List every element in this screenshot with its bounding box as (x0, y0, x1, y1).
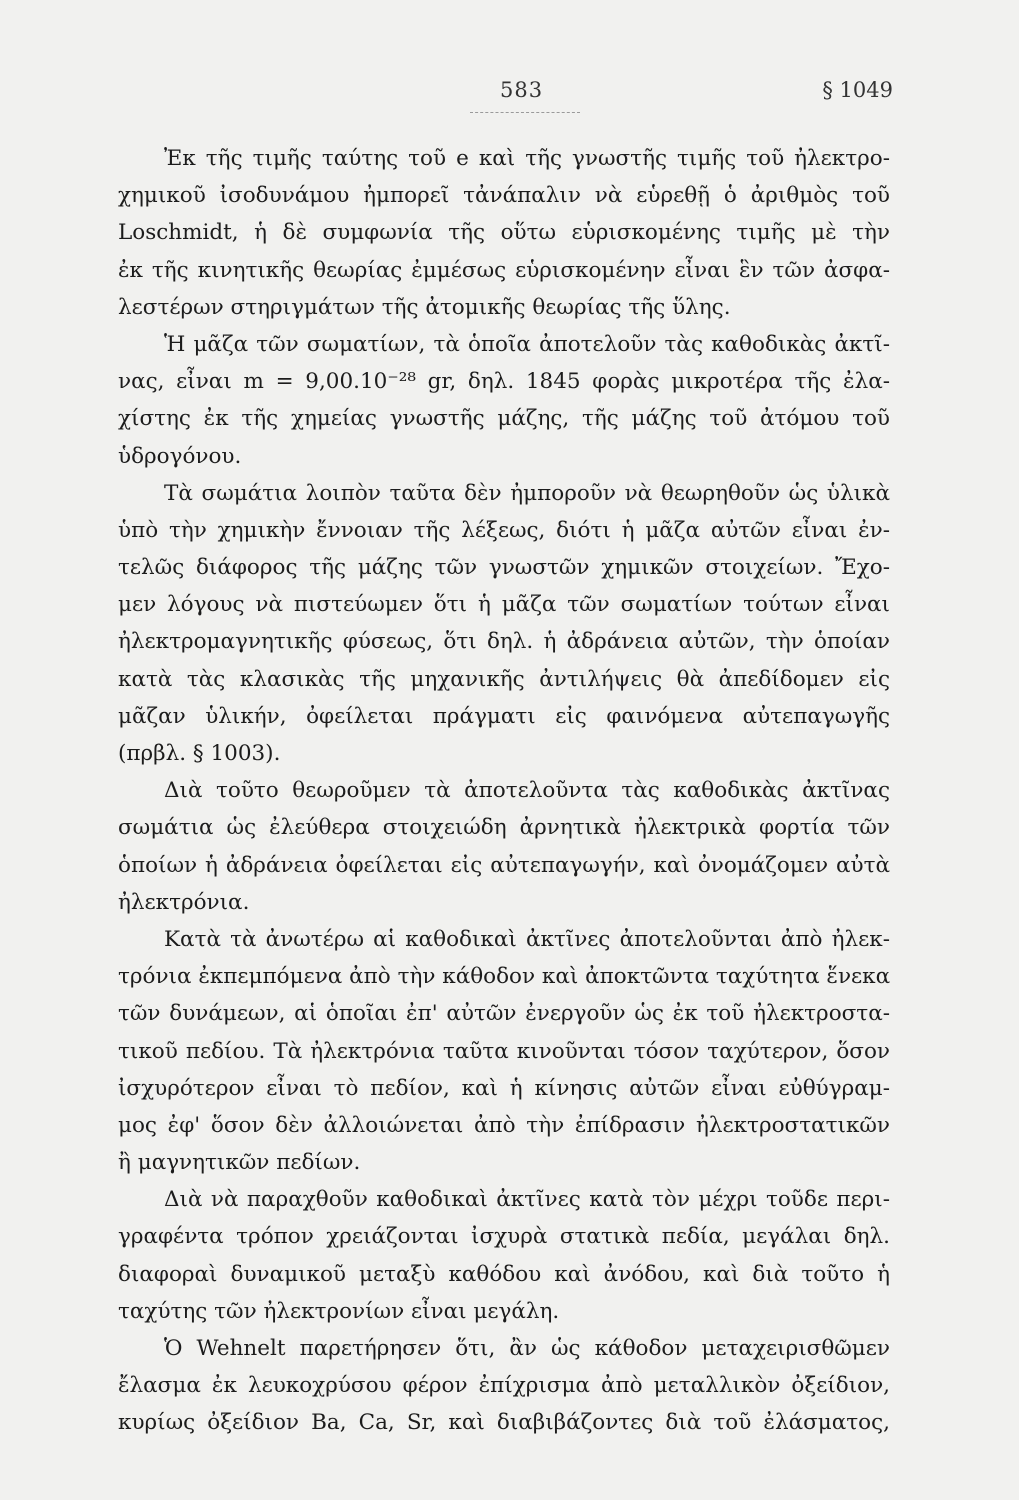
page-header (0, 78, 1019, 118)
text-line: ἠλεκτρομαγνητικῆς φύσεως, ὅτι δηλ. ἡ ἀδράνεια αὐτῶν, τὴν ὁποίαν (118, 629, 890, 655)
text-line: κυρίως ὀξείδιον Ba, Ca, Sr, καὶ διαβιβάζοντες διὰ τοῦ ἐλάσματος, (118, 1410, 890, 1436)
text-line: Διὰ τοῦτο θεωροῦμεν τὰ ἀποτελοῦντα τὰς καθοδικὰς ἀκτῖνας (164, 778, 890, 804)
text-line: διαφοραὶ δυναμικοῦ μεταξὺ καθόδου καὶ ἀνόδου, καὶ διὰ τοῦτο ἡ (118, 1261, 890, 1287)
text-line: μος ἐφ' ὅσον δὲν ἀλλοιώνεται ἀπὸ τὴν ἐπίδρασιν ἠλεκτροστατικῶν (118, 1112, 890, 1138)
text-line: ἔλασμα ἐκ λευκοχρύσου φέρον ἐπίχρισμα ἀπὸ μεταλλικὸν ὀξείδιον, (118, 1373, 890, 1399)
text-line: κατὰ τὰς κλασικὰς τῆς μηχανικῆς ἀντιλήψεις θὰ ἀπεδίδομεν εἰς (118, 666, 890, 692)
text-line: ἠλεκτρόνια. (118, 889, 250, 915)
text-line: χίστης ἐκ τῆς χημείας γνωστῆς μάζης, τῆς μάζης τοῦ ἀτόμου τοῦ (118, 406, 890, 432)
body-text (118, 140, 890, 1442)
page-number: 583 (500, 78, 544, 102)
section-number: § 1049 (822, 78, 893, 102)
text-line: Διὰ νὰ παραχθοῦν καθοδικαὶ ἀκτῖνες κατὰ τὸν μέχρι τοῦδε περι- (164, 1187, 890, 1213)
text-line: σωμάτια ὡς ἐλεύθερα στοιχειώδη ἀρνητικὰ ἠλεκτρικὰ φορτία τῶν (118, 815, 890, 841)
text-line: τῶν δυνάμεων, αἱ ὁποῖαι ἐπ' αὐτῶν ἐνεργοῦν ὡς ἐκ τοῦ ἠλεκτροστα- (118, 1001, 890, 1027)
text-line: Ὁ Wehnelt παρετήρησεν ὅτι, ἂν ὡς κάθοδον μεταχειρισθῶμεν (164, 1336, 890, 1361)
text-line: ὑπὸ τὴν χημικὴν ἔννοιαν τῆς λέξεως, διότι ἡ μᾶζα αὐτῶν εἶναι ἐν- (118, 517, 890, 543)
text-line: τελῶς διάφορος τῆς μάζης τῶν γνωστῶν χημικῶν στοιχείων. Ἔχο- (118, 555, 890, 581)
text-line: μᾶζαν ὑλικήν, ὀφείλεται πράγματι εἰς φαινόμενα αὐτεπαγωγῆς (118, 703, 890, 729)
header-rule (470, 112, 580, 113)
text-line: νας, εἶναι m = 9,00.10⁻²⁸ gr, δηλ. 1845 φορὰς μικροτέρα τῆς ἐλα- (118, 369, 890, 395)
text-line: Κατὰ τὰ ἀνωτέρω αἱ καθοδικαὶ ἀκτῖνες ἀποτελοῦνται ἀπὸ ἠλεκ- (164, 926, 890, 952)
text-line: ἐκ τῆς κινητικῆς θεωρίας ἐμμέσως εὑρισκομένην εἶναι ἓν τῶν ἀσφα- (118, 257, 890, 283)
text-line: ἢ μαγνητικῶν πεδίων. (118, 1150, 361, 1176)
text-line: λεστέρων στηριγμάτων τῆς ἀτομικῆς θεωρίας τῆς ὕλης. (118, 294, 731, 320)
text-line: ἰσχυρότερον εἶναι τὸ πεδίον, καὶ ἡ κίνησις αὐτῶν εἶναι εὐθύγραμ- (118, 1075, 890, 1101)
text-line: μεν λόγους νὰ πιστεύωμεν ὅτι ἡ μᾶζα τῶν σωματίων τούτων εἶναι (118, 592, 890, 618)
text-line: Loschmidt, ἡ δὲ συμφωνία τῆς οὕτω εὑρισκομένης τιμῆς μὲ τὴν (118, 220, 890, 246)
text-line: τρόνια ἐκπεμπόμενα ἀπὸ τὴν κάθοδον καὶ ἀποκτῶντα ταχύτητα ἕνεκα (118, 964, 890, 990)
text-line: ὑδρογόνου. (118, 443, 242, 469)
text-line: Τὰ σωμάτια λοιπὸν ταῦτα δὲν ἠμποροῦν νὰ θεωρηθοῦν ὡς ὑλικὰ (164, 480, 890, 506)
text-line: ὁποίων ἡ ἀδράνεια ὀφείλεται εἰς αὐτεπαγωγήν, καὶ ὀνομάζομεν αὐτὰ (118, 852, 890, 878)
text-line: ταχύτης τῶν ἠλεκτρονίων εἶναι μεγάλη. (118, 1298, 560, 1324)
text-line: (πρβλ. § 1003). (118, 741, 281, 766)
text-line: Ἡ μᾶζα τῶν σωματίων, τὰ ὁποῖα ἀποτελοῦν τὰς καθοδικὰς ἀκτῖ- (164, 331, 890, 357)
text-line: γραφέντα τρόπον χρειάζονται ἰσχυρὰ στατικὰ πεδία, μεγάλαι δηλ. (118, 1224, 890, 1250)
text-line: τικοῦ πεδίου. Τὰ ἠλεκτρόνια ταῦτα κινοῦνται τόσον ταχύτερον, ὅσον (118, 1038, 890, 1064)
text-line: χημικοῦ ἰσοδυνάμου ἠμπορεῖ τἀνάπαλιν νὰ εὑρεθῇ ὁ ἀριθμὸς τοῦ (118, 183, 890, 209)
text-line: Ἐκ τῆς τιμῆς ταύτης τοῦ e καὶ τῆς γνωστῆς τιμῆς τοῦ ἠλεκτρο- (164, 146, 890, 171)
